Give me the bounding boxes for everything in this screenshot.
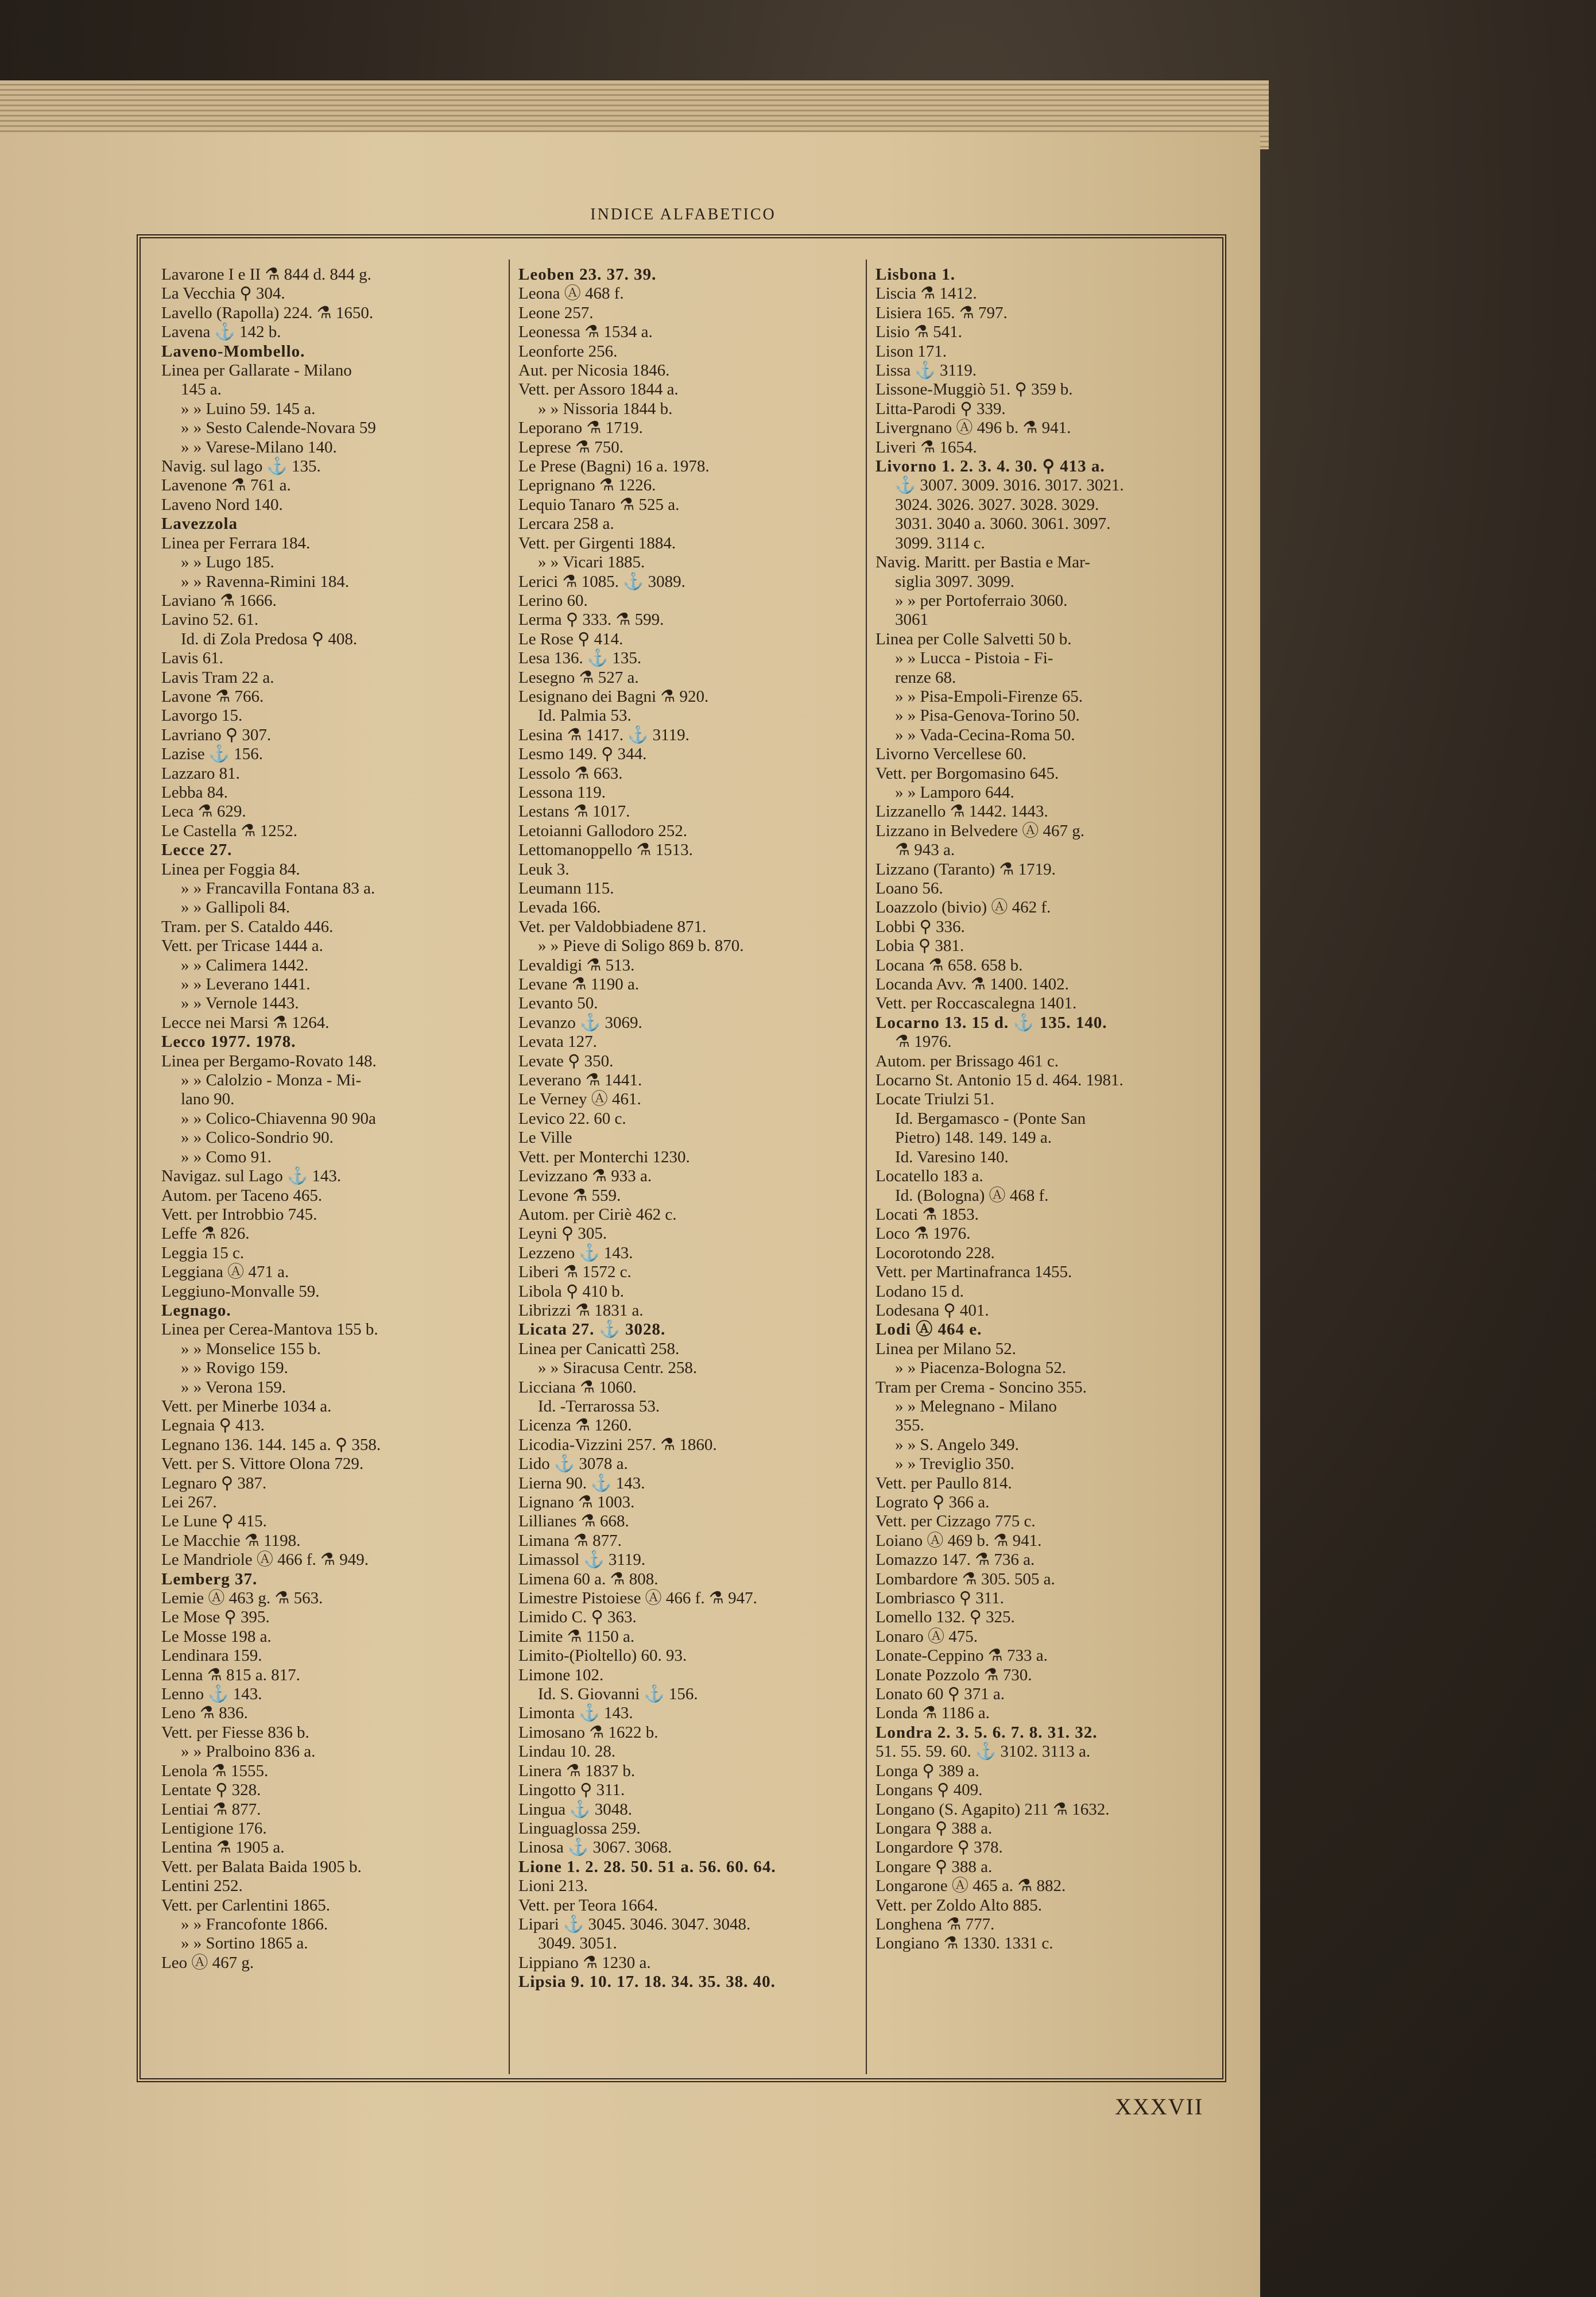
index-entry: ⚓ 3007. 3009. 3016. 3017. 3021.	[895, 476, 1124, 495]
index-entry: Navig. Maritt. per Bastia e Mar-	[876, 553, 1090, 572]
index-entry: 145 a.	[181, 380, 222, 399]
index-entry: Londa ⚗ 1186 a.	[876, 1704, 990, 1723]
index-entry: Lentigione 176.	[161, 1819, 267, 1838]
index-entry: Lerma ⚲ 333. ⚗ 599.	[518, 610, 664, 629]
index-entry: Leoben 23. 37. 39.	[518, 265, 657, 284]
index-entry: Longarone Ⓐ 465 a. ⚗ 882.	[876, 1877, 1066, 1896]
index-entry: Licata 27. ⚓ 3028.	[518, 1320, 666, 1339]
index-entry: » » Sortino 1865 a.	[181, 1934, 308, 1953]
index-entry: Limena 60 a. ⚗ 808.	[518, 1569, 658, 1588]
index-entry: Lobia ⚲ 381.	[876, 937, 964, 956]
index-entry: » » S. Angelo 349.	[895, 1435, 1019, 1454]
index-entry: Lippiano ⚗ 1230 a.	[518, 1953, 651, 1972]
index-entry: Lonate Pozzolo ⚗ 730.	[876, 1665, 1032, 1684]
index-entry: Londra 2. 3. 5. 6. 7. 8. 31. 32.	[876, 1723, 1098, 1742]
index-entry: Le Lune ⚲ 415.	[161, 1512, 267, 1531]
running-head: INDICE ALFABETICO	[590, 206, 776, 223]
index-entry: 3099. 3114 c.	[895, 533, 985, 552]
index-entry: Lingotto ⚲ 311.	[518, 1781, 625, 1800]
index-entry: Le Verney Ⓐ 461.	[518, 1090, 641, 1109]
index-entry: » » Pralboino 836 a.	[181, 1742, 316, 1761]
index-entry: Lobbi ⚲ 336.	[876, 917, 965, 936]
index-entry: Leverano ⚗ 1441.	[518, 1071, 642, 1090]
index-entry: Limassol ⚓ 3119.	[518, 1550, 646, 1569]
index-entry: 3049. 3051.	[538, 1934, 617, 1953]
index-entry: Lingua ⚓ 3048.	[518, 1800, 633, 1819]
index-entry: Lierna 90. ⚓ 143.	[518, 1474, 645, 1492]
index-entry: Limite ⚗ 1150 a.	[518, 1627, 635, 1646]
index-entry: Vett. per Roccascalegna 1401.	[876, 994, 1077, 1013]
index-entry: Libola ⚲ 410 b.	[518, 1282, 624, 1301]
index-entry: » » Vicari 1885.	[538, 553, 645, 572]
index-entry: Lentina ⚗ 1905 a.	[161, 1838, 285, 1857]
index-entry: Le Mosse 198 a.	[161, 1627, 272, 1646]
column-divider	[866, 260, 867, 2074]
index-entry: » » Monselice 155 b.	[181, 1339, 321, 1358]
index-entry: Lecce 27.	[161, 841, 233, 860]
index-entry: Levizzano ⚗ 933 a.	[518, 1167, 652, 1186]
index-entry: Linguaglossa 259.	[518, 1819, 641, 1838]
index-entry: » » Rovigo 159.	[181, 1359, 288, 1378]
index-entry: Lillianes ⚗ 668.	[518, 1512, 629, 1531]
index-entry: Levate ⚲ 350.	[518, 1051, 614, 1070]
index-entry: Lipsia 9. 10. 17. 18. 34. 35. 38. 40.	[518, 1973, 776, 1991]
index-entry: Lido ⚓ 3078 a.	[518, 1455, 628, 1474]
index-entry: 355.	[895, 1416, 924, 1435]
index-entry: Vett. per Monterchi 1230.	[518, 1147, 690, 1166]
index-entry: Loano 56.	[876, 879, 943, 898]
index-entry: Livorno 1. 2. 3. 4. 30. ⚲ 413 a.	[876, 457, 1105, 476]
index-entry: Lei 267.	[161, 1493, 217, 1511]
index-entry: Linea per Gallarate - Milano	[161, 361, 352, 380]
index-entry: » » Varese-Milano 140.	[181, 438, 337, 457]
index-entry: Laveno Nord 140.	[161, 495, 283, 514]
index-entry: lano 90.	[181, 1090, 235, 1109]
index-entry: Locati ⚗ 1853.	[876, 1205, 979, 1224]
index-entry: Pietro) 148. 149. 149 a.	[895, 1128, 1052, 1147]
index-entry: Linea per Foggia 84.	[161, 860, 300, 879]
index-entry: Leggiuno-Monvalle 59.	[161, 1282, 320, 1301]
index-entry: Lentate ⚲ 328.	[161, 1781, 261, 1800]
index-entry: Linea per Canicattì 258.	[518, 1339, 680, 1358]
index-entry: Leone 257.	[518, 303, 594, 322]
index-entry: Livergnano Ⓐ 496 b. ⚗ 941.	[876, 419, 1071, 438]
index-entry: Leggiana Ⓐ 471 a.	[161, 1263, 289, 1282]
index-entry: Leo Ⓐ 467 g.	[161, 1953, 254, 1972]
index-entry: » » Lucca - Pistoia - Fi-	[895, 649, 1053, 668]
index-entry: 3031. 3040 a. 3060. 3061. 3097.	[895, 515, 1111, 533]
index-entry: Lodano 15 d.	[876, 1282, 964, 1301]
index-entry: » » Calolzio - Monza - Mi-	[181, 1071, 362, 1090]
index-entry: Lombardore ⚗ 305. 505 a.	[876, 1569, 1055, 1588]
index-entry: Laviano ⚗ 1666.	[161, 591, 277, 610]
index-entry: Lodesana ⚲ 401.	[876, 1301, 989, 1320]
index-entry: » » Nissoria 1844 b.	[538, 399, 673, 418]
index-entry: Legnaro ⚲ 387.	[161, 1474, 267, 1492]
index-entry: 51. 55. 59. 60. ⚓ 3102. 3113 a.	[876, 1742, 1091, 1761]
index-entry: » » Melegnano - Milano	[895, 1397, 1057, 1416]
index-entry: Lonate-Ceppino ⚗ 733 a.	[876, 1646, 1048, 1665]
index-entry: Levanzo ⚓ 3069.	[518, 1013, 642, 1032]
index-entry: Vett. per Borgomasino 645.	[876, 764, 1059, 783]
index-entry: » » Ravenna-Rimini 184.	[181, 572, 350, 591]
index-entry: Lavriano ⚲ 307.	[161, 725, 272, 744]
index-entry: Locana ⚗ 658. 658 b.	[876, 956, 1023, 975]
index-entry: Lesmo 149. ⚲ 344.	[518, 745, 647, 764]
index-entry: Leona Ⓐ 468 f.	[518, 284, 624, 303]
index-entry: » » Lugo 185.	[181, 553, 274, 572]
index-entry: » » Luino 59. 145 a.	[181, 399, 316, 418]
index-entry: Id. (Bologna) Ⓐ 468 f.	[895, 1186, 1049, 1205]
index-entry: Autom. per Ciriè 462 c.	[518, 1205, 677, 1224]
index-entry: » » Vernole 1443.	[181, 994, 299, 1013]
index-entry: Longa ⚲ 389 a.	[876, 1761, 979, 1780]
index-entry: Levane ⚗ 1190 a.	[518, 975, 640, 994]
index-entry: » » Gallipoli 84.	[181, 898, 290, 917]
index-entry: Leonforte 256.	[518, 342, 618, 361]
index-entry: Lercara 258 a.	[518, 515, 614, 533]
index-entry: Loco ⚗ 1976.	[876, 1224, 971, 1243]
index-entry: Lavino 52. 61.	[161, 610, 259, 629]
index-entry: Lezzeno ⚓ 143.	[518, 1243, 633, 1262]
index-entry: Vett. per S. Vittore Olona 729.	[161, 1455, 364, 1474]
index-entry: Legnano 136. 144. 145 a. ⚲ 358.	[161, 1435, 381, 1454]
index-entry: Longardore ⚲ 378.	[876, 1838, 1003, 1857]
index-entry: » » Calimera 1442.	[181, 956, 309, 975]
index-entry: Levata 127.	[518, 1033, 597, 1051]
index-entry: Vett. per Assoro 1844 a.	[518, 380, 679, 399]
index-entry: » » Pieve di Soligo 869 b. 870.	[538, 937, 744, 956]
index-entry: Lograto ⚲ 366 a.	[876, 1493, 990, 1511]
index-entry: Lesa 136. ⚓ 135.	[518, 649, 642, 668]
index-entry: Id. Palmia 53.	[538, 706, 632, 725]
index-entry: Le Castella ⚗ 1252.	[161, 821, 297, 840]
page-number: XXXVII	[1115, 2094, 1204, 2120]
index-entry: Id. S. Giovanni ⚓ 156.	[538, 1685, 698, 1704]
index-entry: Aut. per Nicosia 1846.	[518, 361, 670, 380]
index-entry: » » Verona 159.	[181, 1378, 286, 1397]
index-entry: Limido C. ⚲ 363.	[518, 1608, 637, 1627]
index-entry: » » Colico-Chiavenna 90 90a	[181, 1109, 376, 1128]
index-entry: Lonato 60 ⚲ 371 a.	[876, 1685, 1005, 1704]
index-entry: Lenno ⚓ 143.	[161, 1685, 262, 1704]
index-entry: Lione 1. 2. 28. 50. 51 a. 56. 60. 64.	[518, 1857, 776, 1876]
index-entry: Levada 166.	[518, 898, 601, 917]
index-entry: Locatello 183 a.	[876, 1167, 983, 1186]
index-entry: Lison 171.	[876, 342, 947, 361]
index-entry: Vet. per Valdobbiadene 871.	[518, 917, 707, 936]
index-entry: Navigaz. sul Lago ⚓ 143.	[161, 1167, 342, 1186]
index-entry: Locate Triulzi 51.	[876, 1090, 995, 1109]
index-entry: Lendinara 159.	[161, 1646, 262, 1665]
index-entry: » » Pisa-Genova-Torino 50.	[895, 706, 1080, 725]
index-entry: Leno ⚗ 836.	[161, 1704, 248, 1723]
index-entry: Id. -Terrarossa 53.	[538, 1397, 660, 1416]
index-entry: » » Lamporo 644.	[895, 783, 1014, 802]
index-entry: Lavarone I e II ⚗ 844 d. 844 g.	[161, 265, 371, 284]
index-entry: Lecce nei Marsi ⚗ 1264.	[161, 1013, 330, 1032]
index-entry: Vett. per Fiesse 836 b.	[161, 1723, 309, 1742]
index-entry: Lentiai ⚗ 877.	[161, 1800, 261, 1819]
index-entry: Lombriasco ⚲ 311.	[876, 1589, 1004, 1608]
index-entry: Locarno St. Antonio 15 d. 464. 1981.	[876, 1071, 1124, 1090]
index-entry: Lequio Tanaro ⚗ 525 a.	[518, 495, 680, 514]
index-entry: Loazzolo (bivio) Ⓐ 462 f.	[876, 898, 1051, 917]
index-entry: Limana ⚗ 877.	[518, 1531, 622, 1550]
index-entry: Limone 102.	[518, 1665, 604, 1684]
index-entry: Lavis Tram 22 a.	[161, 668, 274, 687]
index-entry: Lemberg 37.	[161, 1569, 258, 1588]
index-entry: Lizzanello ⚗ 1442. 1443.	[876, 802, 1048, 821]
index-entry: Longhena ⚗ 777.	[876, 1915, 995, 1933]
index-entry: Lavello (Rapolla) 224. ⚗ 1650.	[161, 303, 374, 322]
index-entry: Lessolo ⚗ 663.	[518, 764, 623, 783]
index-entry: Lissa ⚓ 3119.	[876, 361, 977, 380]
index-entry: Lazise ⚓ 156.	[161, 745, 264, 764]
index-entry: Lestans ⚗ 1017.	[518, 802, 630, 821]
index-entry: Leprese ⚗ 750.	[518, 438, 624, 457]
index-entry: Lettomanoppello ⚗ 1513.	[518, 841, 693, 860]
index-entry: Autom. per Brissago 461 c.	[876, 1051, 1059, 1070]
index-entry: Limonta ⚓ 143.	[518, 1704, 633, 1723]
index-entry: Vett. per Introbbio 745.	[161, 1205, 317, 1224]
index-entry: Vett. per Tricase 1444 a.	[161, 937, 323, 956]
index-entry: Levaldigi ⚗ 513.	[518, 956, 635, 975]
index-entry: » » Siracusa Centr. 258.	[538, 1359, 698, 1378]
index-entry: Lignano ⚗ 1003.	[518, 1493, 635, 1511]
index-entry: Leprignano ⚗ 1226.	[518, 476, 656, 495]
index-entry: Lomazzo 147. ⚗ 736 a.	[876, 1550, 1035, 1569]
index-entry: Lecco 1977. 1978.	[161, 1033, 296, 1051]
index-entry: Livorno Vercellese 60.	[876, 745, 1026, 764]
index-entry: Leuk 3.	[518, 860, 570, 879]
index-entry: Lizzano (Taranto) ⚗ 1719.	[876, 860, 1056, 879]
index-entry: Lesignano dei Bagni ⚗ 920.	[518, 687, 709, 706]
index-entry: Leporano ⚗ 1719.	[518, 419, 643, 438]
index-entry: Vett. per Minerbe 1034 a.	[161, 1397, 332, 1416]
index-entry: Licodia-Vizzini 257. ⚗ 1860.	[518, 1435, 717, 1454]
index-entry: Levone ⚗ 559.	[518, 1186, 621, 1205]
index-entry: Linosa ⚓ 3067. 3068.	[518, 1838, 672, 1857]
index-entry: siglia 3097. 3099.	[895, 572, 1014, 591]
index-entry: Levico 22. 60 c.	[518, 1109, 626, 1128]
index-entry: Limosano ⚗ 1622 b.	[518, 1723, 658, 1742]
index-entry: Lerici ⚗ 1085. ⚓ 3089.	[518, 572, 685, 591]
index-entry: Le Mose ⚲ 395.	[161, 1608, 270, 1627]
index-entry: Lomello 132. ⚲ 325.	[876, 1608, 1015, 1627]
index-entry: Liveri ⚗ 1654.	[876, 438, 977, 457]
index-entry: Limestre Pistoiese Ⓐ 466 f. ⚗ 947.	[518, 1589, 757, 1608]
index-entry: La Vecchia ⚲ 304.	[161, 284, 285, 303]
index-entry: 3061	[895, 610, 928, 629]
index-entry: Lesina ⚗ 1417. ⚓ 3119.	[518, 725, 689, 744]
index-entry: Longare ⚲ 388 a.	[876, 1857, 993, 1876]
index-column-3	[876, 265, 1220, 1954]
index-entry: Lentini 252.	[161, 1877, 243, 1896]
index-entry: Vett. per Cizzago 775 c.	[876, 1512, 1036, 1531]
index-entry: Lessona 119.	[518, 783, 606, 802]
index-entry: Le Mandriole Ⓐ 466 f. ⚗ 949.	[161, 1550, 369, 1569]
index-entry: Lavezzola	[161, 515, 238, 533]
index-entry: Locanda Avv. ⚗ 1400. 1402.	[876, 975, 1069, 994]
index-entry: renze 68.	[895, 668, 956, 687]
index-entry: Id. Bergamasco - (Ponte San	[895, 1109, 1086, 1128]
index-entry: Lemie Ⓐ 463 g. ⚗ 563.	[161, 1589, 323, 1608]
index-entry: Linea per Ferrara 184.	[161, 533, 311, 552]
index-entry: Le Prese (Bagni) 16 a. 1978.	[518, 457, 710, 476]
index-entry: Leumann 115.	[518, 879, 614, 898]
index-entry: Lipari ⚓ 3045. 3046. 3047. 3048.	[518, 1915, 751, 1933]
index-entry: Lisiera 165. ⚗ 797.	[876, 303, 1008, 322]
index-entry: Librizzi ⚗ 1831 a.	[518, 1301, 644, 1320]
index-entry: Lindau 10. 28.	[518, 1742, 616, 1761]
index-entry: Le Ville	[518, 1128, 572, 1147]
index-entry: Legnaia ⚲ 413.	[161, 1416, 265, 1435]
index-entry: Vett. per Teora 1664.	[518, 1896, 658, 1915]
index-entry: Tram per Crema - Soncino 355.	[876, 1378, 1087, 1397]
index-entry: Leffe ⚗ 826.	[161, 1224, 250, 1243]
index-entry: Lizzano in Belvedere Ⓐ 467 g.	[876, 821, 1084, 840]
index-entry: ⚗ 1976.	[895, 1033, 952, 1051]
index-entry: Leyni ⚲ 305.	[518, 1224, 607, 1243]
index-entry: Id. Varesino 140.	[895, 1147, 1009, 1166]
index-entry: Linea per Cerea-Mantova 155 b.	[161, 1320, 378, 1339]
index-entry: 3024. 3026. 3027. 3028. 3029.	[895, 495, 1099, 514]
index-entry: Locorotondo 228.	[876, 1243, 995, 1262]
index-entry: Vett. per Paullo 814.	[876, 1474, 1012, 1492]
index-entry: Levanto 50.	[518, 994, 598, 1013]
index-entry: Vett. per Girgenti 1884.	[518, 533, 676, 552]
index-entry: Licciana ⚗ 1060.	[518, 1378, 637, 1397]
index-entry: Lisbona 1.	[876, 265, 955, 284]
column-divider	[509, 260, 510, 2074]
index-entry: ⚗ 943 a.	[895, 841, 955, 860]
index-entry: Longiano ⚗ 1330. 1331 c.	[876, 1934, 1053, 1953]
index-entry: Liberi ⚗ 1572 c.	[518, 1263, 632, 1282]
index-entry: Linea per Colle Salvetti 50 b.	[876, 629, 1072, 648]
index-entry: » » per Portoferraio 3060.	[895, 591, 1068, 610]
index-entry: Navig. sul lago ⚓ 135.	[161, 457, 321, 476]
index-entry: » » Como 91.	[181, 1147, 272, 1166]
index-entry: Limito-(Pioltello) 60. 93.	[518, 1646, 687, 1665]
index-entry: Tram. per S. Cataldo 446.	[161, 917, 334, 936]
index-entry: » » Pisa-Empoli-Firenze 65.	[895, 687, 1083, 706]
index-entry: Lissone-Muggiò 51. ⚲ 359 b.	[876, 380, 1073, 399]
index-entry: » » Vada-Cecina-Roma 50.	[895, 725, 1075, 744]
index-entry: Linea per Milano 52.	[876, 1339, 1016, 1358]
index-entry: Lesegno ⚗ 527 a.	[518, 668, 639, 687]
index-entry: Longara ⚲ 388 a.	[876, 1819, 993, 1838]
index-entry: » » Francavilla Fontana 83 a.	[181, 879, 375, 898]
index-entry: Le Rose ⚲ 414.	[518, 629, 623, 648]
index-entry: Id. di Zola Predosa ⚲ 408.	[181, 629, 358, 648]
index-entry: Litta-Parodi ⚲ 339.	[876, 399, 1006, 418]
index-entry: » » Piacenza-Bologna 52.	[895, 1359, 1066, 1378]
index-entry: Lisio ⚗ 541.	[876, 323, 962, 342]
index-entry: » » Colico-Sondrio 90.	[181, 1128, 334, 1147]
index-entry: Liscia ⚗ 1412.	[876, 284, 977, 303]
index-entry: Leggia 15 c.	[161, 1243, 245, 1262]
index-entry: Lavenone ⚗ 761 a.	[161, 476, 291, 495]
index-entry: Vett. per Martinafranca 1455.	[876, 1263, 1072, 1282]
index-column-1	[161, 265, 506, 1973]
index-entry: Lioni 213.	[518, 1877, 588, 1896]
index-entry: Lenola ⚗ 1555.	[161, 1761, 269, 1780]
index-entry: Letoianni Gallodoro 252.	[518, 821, 687, 840]
index-entry: Longans ⚲ 409.	[876, 1781, 983, 1800]
index-entry: Lavorgo 15.	[161, 706, 243, 725]
index-entry: Lavis 61.	[161, 649, 223, 668]
index-entry: Lonaro Ⓐ 475.	[876, 1627, 978, 1646]
index-entry: » » Leverano 1441.	[181, 975, 311, 994]
index-entry: Leonessa ⚗ 1534 a.	[518, 323, 653, 342]
index-entry: Loiano Ⓐ 469 b. ⚗ 941.	[876, 1531, 1042, 1550]
index-entry: Lerino 60.	[518, 591, 588, 610]
index-entry: Lebba 84.	[161, 783, 228, 802]
index-entry: Le Macchie ⚗ 1198.	[161, 1531, 301, 1550]
index-entry: Lodi Ⓐ 464 e.	[876, 1320, 982, 1339]
index-entry: Lavone ⚗ 766.	[161, 687, 264, 706]
index-entry: » » Treviglio 350.	[895, 1455, 1014, 1474]
index-entry: Lazzaro 81.	[161, 764, 240, 783]
index-entry: Lenna ⚗ 815 a. 817.	[161, 1665, 300, 1684]
index-entry: Longano (S. Agapito) 211 ⚗ 1632.	[876, 1800, 1110, 1819]
index-entry: Vett. per Balata Baida 1905 b.	[161, 1857, 362, 1876]
index-entry: Autom. per Taceno 465.	[161, 1186, 323, 1205]
index-entry: Lavena ⚓ 142 b.	[161, 323, 281, 342]
index-entry: Leca ⚗ 629.	[161, 802, 246, 821]
index-entry: Locarno 13. 15 d. ⚓ 135. 140.	[876, 1013, 1107, 1032]
index-entry: Linera ⚗ 1837 b.	[518, 1761, 636, 1780]
index-entry: Legnago.	[161, 1301, 231, 1320]
index-entry: Laveno-Mombello.	[161, 342, 305, 361]
index-entry: Linea per Bergamo-Rovato 148.	[161, 1051, 377, 1070]
index-entry: » » Sesto Calende-Novara 59	[181, 419, 376, 438]
index-entry: Vett. per Zoldo Alto 885.	[876, 1896, 1042, 1915]
index-entry: » » Francofonte 1866.	[181, 1915, 328, 1933]
index-entry: Vett. per Carlentini 1865.	[161, 1896, 330, 1915]
index-entry: Licenza ⚗ 1260.	[518, 1416, 632, 1435]
index-column-2	[518, 265, 863, 1992]
